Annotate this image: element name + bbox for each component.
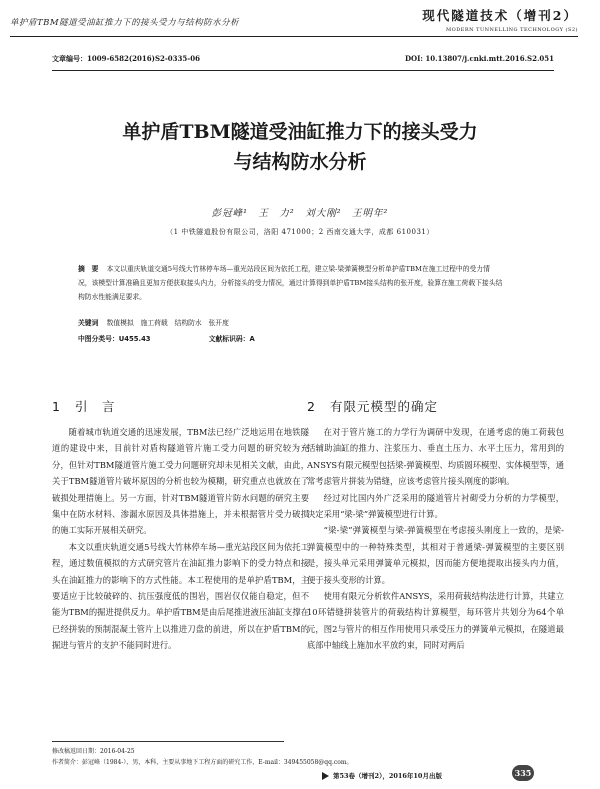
section-2-heading <box>307 398 564 416</box>
footnote-rule <box>52 741 284 742</box>
abstract-label: 摘 要 <box>78 265 99 273</box>
doi: DOI: 10.13807/j.cnki.mtt.2016.S2.051 <box>404 54 554 63</box>
section-2-paragraph: 在对于管片施工的力学行为调研中发现，在通考虑的施工荷载包括辅助油缸的推力、注浆压力、垂直土压力、水平土压力，常用到的ANSYS有限元模型包括梁-弹簧模型、均质圆环模型、实体模型等，通常考虑管片拼装为错缝，应该考虑管片接头刚度的影响。 <box>307 427 564 487</box>
doc-code-label: 文献标识码： <box>208 335 250 343</box>
clc-value: U455.43 <box>118 335 151 343</box>
section-2-paragraph: 使用有限元分析软件ANSYS，采用荷载结构法进行计算，共建立10环错缝拼装管片的荷载结构计算模型，每环管片共划分为64个单元，图2与管片的相互作用使用只承受压力的弹簧单元模拟，在隧道最底部中轴线上施加水平放约束，同时对两后 <box>307 591 564 651</box>
section-1-heading <box>52 398 309 416</box>
article-number: 文章编号：1009-6582(2016)S2-0335-06 <box>52 54 200 63</box>
running-title: 单护盾TBM隧道受油缸推力下的接头受力与结构防水分析 <box>10 18 240 28</box>
right-column <box>307 398 564 654</box>
page-number: 335 <box>512 765 534 781</box>
section-2-title: 有限元模型的确定 <box>329 399 438 414</box>
section-1-title: 引 言 <box>74 399 116 414</box>
abstract-text: 本文以重庆轨道交通5号线大竹林停车场—重光站段区间为依托工程，建立梁-梁弹簧模型分析单护盾TBM在施工过程中的受力情况，该模型计算准确且更加方便获取接头内力，分析接头的受力情况，通过计算得到单护盾TBM接头结构的张开度，验算在施工荷载下接头结构防水性能满足要求。 <box>78 265 503 301</box>
section-2-paragraph: 经过对比国内外广泛采用的隧道管片衬砌受力分析的力学模型，决定采用“梁-梁”弹簧模型进行计算。 <box>307 492 564 520</box>
issue-info <box>322 771 442 780</box>
doc-code-value: A <box>249 335 255 343</box>
keywords-label: 关键词 <box>78 319 99 327</box>
affiliation: （1 中铁隧道股份有限公司，洛阳 471000；2 西南交通大学，成都 610031） <box>166 228 434 236</box>
title-line-2: 与结构防水分析 <box>233 151 367 173</box>
journal-name: 现代隧道技术（增刊2） <box>422 8 578 23</box>
keywords: 数值模拟 施工荷载 结构防水 张开度 <box>106 319 229 327</box>
meta-rule <box>52 70 554 71</box>
issue-text: 第53卷（增刊2），2016年10月出版 <box>333 772 442 780</box>
section-2-paragraph: “梁-梁”弹簧模型与梁-弹簧模型在考虑接头刚度上一致的，是梁-弹簧模型中的一种特殊类型，其相对于普通梁-弹簧模型的主要区别是，接头单元采用弹簧单元模拟，因而能方便地提取出接头内力值，便于接头变形的计算。 <box>307 525 564 585</box>
keywords-line <box>78 316 503 330</box>
author-bio: 作者简介：彭冠峰（1984-），男，本科，主要从事地下工程方面的研究工作，E-mail：349455058@qq.com。 <box>52 759 353 766</box>
abstract <box>78 262 503 304</box>
triangle-icon <box>322 772 329 780</box>
footnote <box>52 746 482 768</box>
left-column <box>52 398 309 654</box>
classification-line <box>78 332 503 346</box>
section-1-paragraph: 本文以重庆轨道交通5号线大竹林停车场—重光站段区间为依托工程，通过数值模拟的方式研究管片在油缸推力影响下的受力特点和接头在油缸推力的影响下的方式性能。本工程使用的是单护盾TBM，主要适应于比较破碎的、抗压强度低的围岩，围岩仅仅能自稳定，但不能为TBM的掘进提供反力。单护盾TBM是由后尾推进液压油缸支撑在已经拼装的预制混凝土管片上以推进刀盘的前进，所以在护盾TBM的掘进与管片的支护不能同时进行。 <box>52 541 309 651</box>
section-1-number: 1 <box>52 399 61 414</box>
header-rule <box>10 36 578 37</box>
section-1-paragraph: 随着城市轨道交通的迅速发展，TBM法已经广泛地运用在地铁隧道的建设中来，目前针对盾构隧道管片施工受力问题的研究较为充分，但针对TBM隧道管片施工受力问题研究却未见相关文献，由此，关于TBM隧道管片破坏原因的分析也较为模糊，研究重点也就放在了破损处理措施上。另一方面，针对TBM隧道管片防水问题的研究主要集中在防水材料、渗漏水原因及具体措施上，并未根据管片受力破损的施工实际开展相关研究。 <box>52 427 309 536</box>
journal-name-en: MODERN TUNNELLING TECHNOLOGY (S2) <box>446 27 578 33</box>
received-date: 修改稿返回日期：2016-04-25 <box>52 748 135 755</box>
clc-label: 中图分类号： <box>78 335 119 343</box>
section-2-number: 2 <box>307 399 316 414</box>
authors: 彭冠峰¹ 王 力² 刘大刚² 王明年² <box>211 208 389 219</box>
title-line-1: 单护盾TBM隧道受油缸推力下的接头受力 <box>122 121 478 143</box>
